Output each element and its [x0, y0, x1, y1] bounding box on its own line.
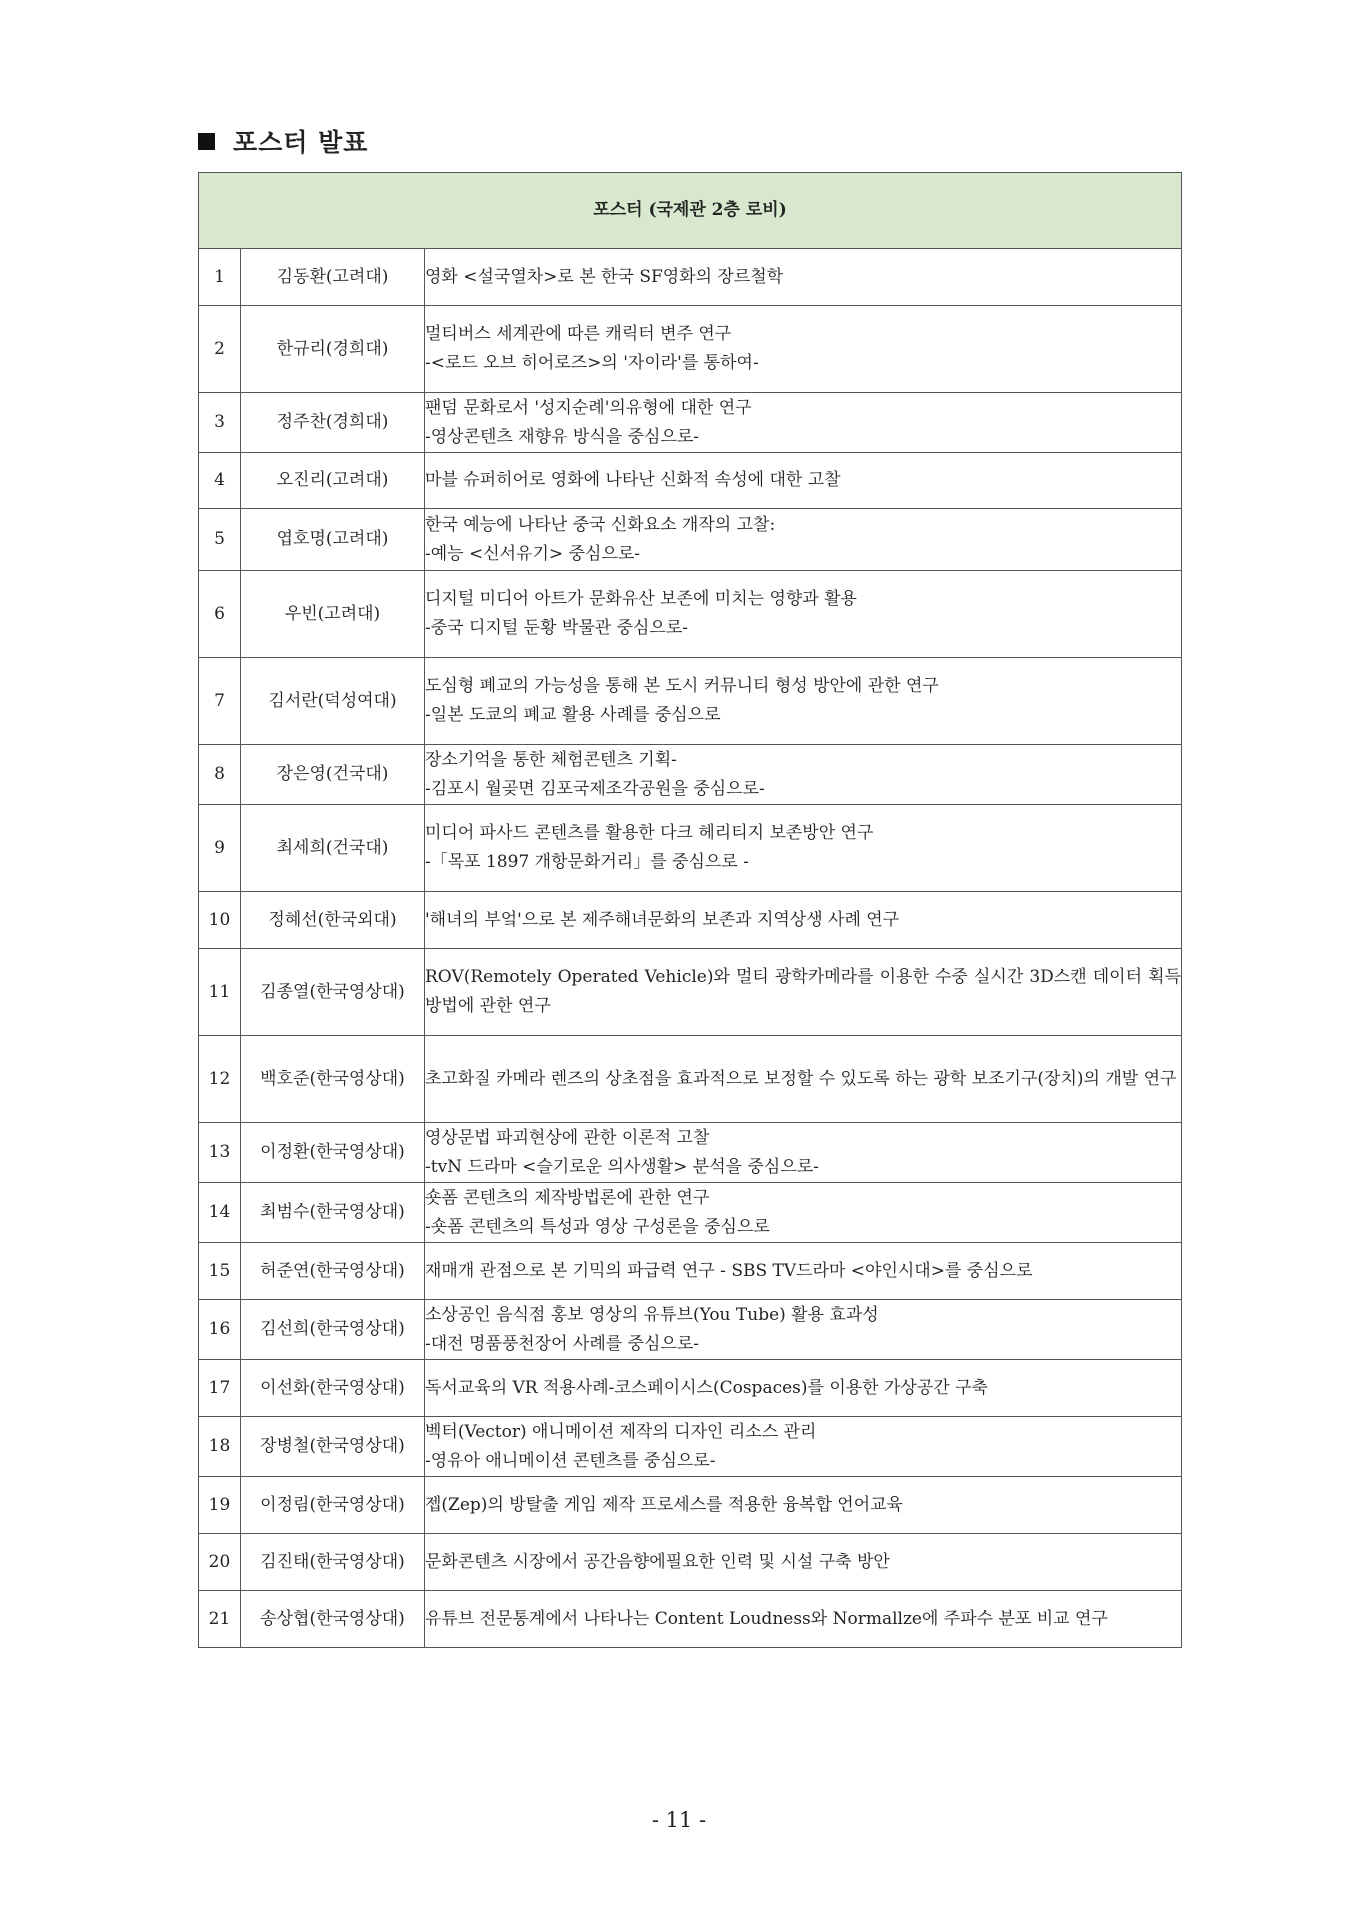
poster-title-line: '해녀의 부엌'으로 본 제주해녀문화의 보존과 지역상생 사례 연구: [425, 909, 900, 930]
presenter-name: 김선희(한국영상대): [241, 1300, 425, 1360]
section-heading: [198, 123, 368, 159]
poster-title: [425, 1300, 1182, 1360]
row-number: 7: [199, 658, 241, 745]
poster-title: [425, 1036, 1182, 1123]
table-row: [199, 892, 1182, 949]
poster-title-line: 재매개 관점으로 본 기믹의 파급력 연구 - SBS TV드라마 <야인시대>를 중심으로: [425, 1260, 1033, 1281]
table-body: [199, 249, 1182, 1648]
poster-title-line: 영화 <설국열차>로 본 한국 SF영화의 장르철학: [425, 266, 784, 287]
row-number: 18: [199, 1417, 241, 1477]
presenter-name: 김진태(한국영상대): [241, 1534, 425, 1591]
row-number: 6: [199, 571, 241, 658]
poster-title: [425, 249, 1182, 306]
table-row: [199, 805, 1182, 892]
table-row: [199, 571, 1182, 658]
table-row: [199, 1360, 1182, 1417]
poster-title-line: -영상콘텐츠 재향유 방식을 중심으로-: [425, 426, 700, 447]
table-row: [199, 249, 1182, 306]
row-number: 11: [199, 949, 241, 1036]
poster-title: [425, 306, 1182, 393]
table-row: [199, 393, 1182, 453]
table-row: [199, 306, 1182, 393]
poster-title-line: ROV(Remotely Operated Vehicle)와 멀티 광학카메라를 이용한 수중 실시간 3D스캔 데이터 획득 방법에 관한 연구: [425, 967, 1181, 1016]
row-number: 13: [199, 1123, 241, 1183]
row-number: 5: [199, 509, 241, 571]
poster-title-line: 독서교육의 VR 적용사례-코스페이시스(Cospaces)를 이용한 가상공간 구축: [425, 1377, 988, 1398]
presenter-name: 최세희(건국대): [241, 805, 425, 892]
table-row: [199, 509, 1182, 571]
poster-title: [425, 453, 1182, 509]
row-number: 8: [199, 745, 241, 805]
poster-title-line: 미디어 파사드 콘텐츠를 활용한 다크 헤리티지 보존방안 연구: [425, 823, 874, 843]
presenter-name: 김동환(고려대): [241, 249, 425, 306]
presenter-name: 장병철(한국영상대): [241, 1417, 425, 1477]
row-number: 19: [199, 1477, 241, 1534]
table-header: 포스터 (국제관 2층 로비): [199, 173, 1182, 249]
poster-title: [425, 1360, 1182, 1417]
poster-title: [425, 1417, 1182, 1477]
table-row: [199, 1477, 1182, 1534]
row-number: 12: [199, 1036, 241, 1123]
row-number: 15: [199, 1243, 241, 1300]
table-row: [199, 1417, 1182, 1477]
poster-title-line: 마블 슈퍼히어로 영화에 나타난 신화적 속성에 대한 고찰: [425, 470, 841, 490]
poster-title: [425, 1243, 1182, 1300]
presenter-name: 이정환(한국영상대): [241, 1123, 425, 1183]
poster-title-line: 장소기억을 통한 체험콘텐츠 기획-: [425, 749, 677, 770]
poster-title-line: -<로드 오브 히어로즈>의 '자이라'를 통하여-: [425, 353, 759, 373]
poster-title-line: 멀티버스 세계관에 따른 캐릭터 변주 연구: [425, 324, 732, 344]
table-header-row: [199, 173, 1182, 249]
presenter-name: 우빈(고려대): [241, 571, 425, 658]
presenter-name: 최범수(한국영상대): [241, 1183, 425, 1243]
poster-title-line: 초고화질 카메라 렌즈의 상초점을 효과적으로 보정할 수 있도록 하는 광학 보조기구(장치)의 개발 연구: [425, 1068, 1177, 1089]
poster-title-line: -숏폼 콘텐츠의 특성과 영상 구성론을 중심으로: [425, 1216, 770, 1237]
presenter-name: 김종열(한국영상대): [241, 949, 425, 1036]
row-number: 21: [199, 1591, 241, 1648]
poster-title: [425, 571, 1182, 658]
presenter-name: 오진리(고려대): [241, 453, 425, 509]
poster-title: [425, 393, 1182, 453]
poster-title: [425, 1123, 1182, 1183]
table-row: [199, 1036, 1182, 1123]
presenter-name: 백호준(한국영상대): [241, 1036, 425, 1123]
poster-title-line: 영상문법 파괴현상에 관한 이론적 고찰: [425, 1127, 710, 1148]
black-square-icon: [198, 133, 215, 150]
row-number: 20: [199, 1534, 241, 1591]
presenter-name: 이정림(한국영상대): [241, 1477, 425, 1534]
poster-title-line: -예능 <신서유기> 중심으로-: [425, 543, 641, 564]
row-number: 1: [199, 249, 241, 306]
table-row: [199, 1183, 1182, 1243]
presenter-name: 엽호명(고려대): [241, 509, 425, 571]
poster-title-line: -tvN 드라마 <슬기로운 의사생활> 분석을 중심으로-: [425, 1156, 819, 1177]
poster-title-line: 유튜브 전문통계에서 나타나는 Content Loudness와 Normallze에 주파수 분포 비교 연구: [425, 1608, 1108, 1629]
poster-title: [425, 745, 1182, 805]
poster-title: [425, 1477, 1182, 1534]
row-number: 16: [199, 1300, 241, 1360]
row-number: 10: [199, 892, 241, 949]
page-number: - 11 -: [651, 1808, 707, 1832]
table-row: [199, 949, 1182, 1036]
poster-title-line: -일본 도쿄의 폐교 활용 사례를 중심으로: [425, 705, 721, 725]
poster-title: [425, 509, 1182, 571]
row-number: 2: [199, 306, 241, 393]
poster-title-line: -「목포 1897 개항문화거리」를 중심으로 -: [425, 852, 749, 872]
table-row: [199, 1123, 1182, 1183]
table-row: [199, 453, 1182, 509]
poster-title-line: 팬덤 문화로서 '성지순례'의유형에 대한 연구: [425, 397, 752, 418]
poster-title-line: 한국 예능에 나타난 중국 신화요소 개작의 고찰:: [425, 514, 776, 535]
row-number: 17: [199, 1360, 241, 1417]
poster-title-line: -김포시 월곶면 김포국제조각공원을 중심으로-: [425, 778, 765, 799]
poster-title-line: 도심형 폐교의 가능성을 통해 본 도시 커뮤니티 형성 방안에 관한 연구: [425, 676, 939, 696]
poster-title-line: 소상공인 음식점 홍보 영상의 유튜브(You Tube) 활용 효과성: [425, 1304, 879, 1325]
poster-title: [425, 892, 1182, 949]
poster-title-line: 벡터(Vector) 애니메이션 제작의 디자인 리소스 관리: [425, 1421, 817, 1442]
presenter-name: 정혜선(한국외대): [241, 892, 425, 949]
poster-title-line: 디지털 미디어 아트가 문화유산 보존에 미치는 영향과 활용: [425, 589, 857, 609]
table-row: [199, 745, 1182, 805]
table-row: [199, 1534, 1182, 1591]
poster-title: [425, 1183, 1182, 1243]
presenter-name: 장은영(건국대): [241, 745, 425, 805]
poster-title-line: -대전 명품풍천장어 사례를 중심으로-: [425, 1333, 700, 1354]
poster-title: [425, 949, 1182, 1036]
poster-title-line: -중국 디지털 둔황 박물관 중심으로-: [425, 618, 689, 638]
poster-title-line: 숏폼 콘텐츠의 제작방법론에 관한 연구: [425, 1187, 710, 1208]
poster-title: [425, 658, 1182, 745]
poster-title: [425, 1534, 1182, 1591]
presenter-name: 이선화(한국영상대): [241, 1360, 425, 1417]
row-number: 4: [199, 453, 241, 509]
presenter-name: 송상협(한국영상대): [241, 1591, 425, 1648]
poster-table: [198, 172, 1182, 1648]
poster-title: [425, 1591, 1182, 1648]
row-number: 3: [199, 393, 241, 453]
section-title: 포스터 발표: [233, 128, 369, 157]
presenter-name: 김서란(덕성여대): [241, 658, 425, 745]
poster-title-line: 문화콘텐츠 시장에서 공간음향에필요한 인력 및 시설 구축 방안: [425, 1551, 890, 1572]
presenter-name: 한규리(경희대): [241, 306, 425, 393]
table-row: [199, 658, 1182, 745]
row-number: 14: [199, 1183, 241, 1243]
row-number: 9: [199, 805, 241, 892]
table-row: [199, 1591, 1182, 1648]
presenter-name: 정주찬(경희대): [241, 393, 425, 453]
poster-title-line: 젭(Zep)의 방탈출 게임 제작 프로세스를 적용한 융복합 언어교육: [425, 1494, 903, 1515]
table-row: [199, 1300, 1182, 1360]
table-row: [199, 1243, 1182, 1300]
presenter-name: 허준연(한국영상대): [241, 1243, 425, 1300]
poster-title: [425, 805, 1182, 892]
poster-title-line: -영유아 애니메이션 콘텐츠를 중심으로-: [425, 1450, 716, 1471]
